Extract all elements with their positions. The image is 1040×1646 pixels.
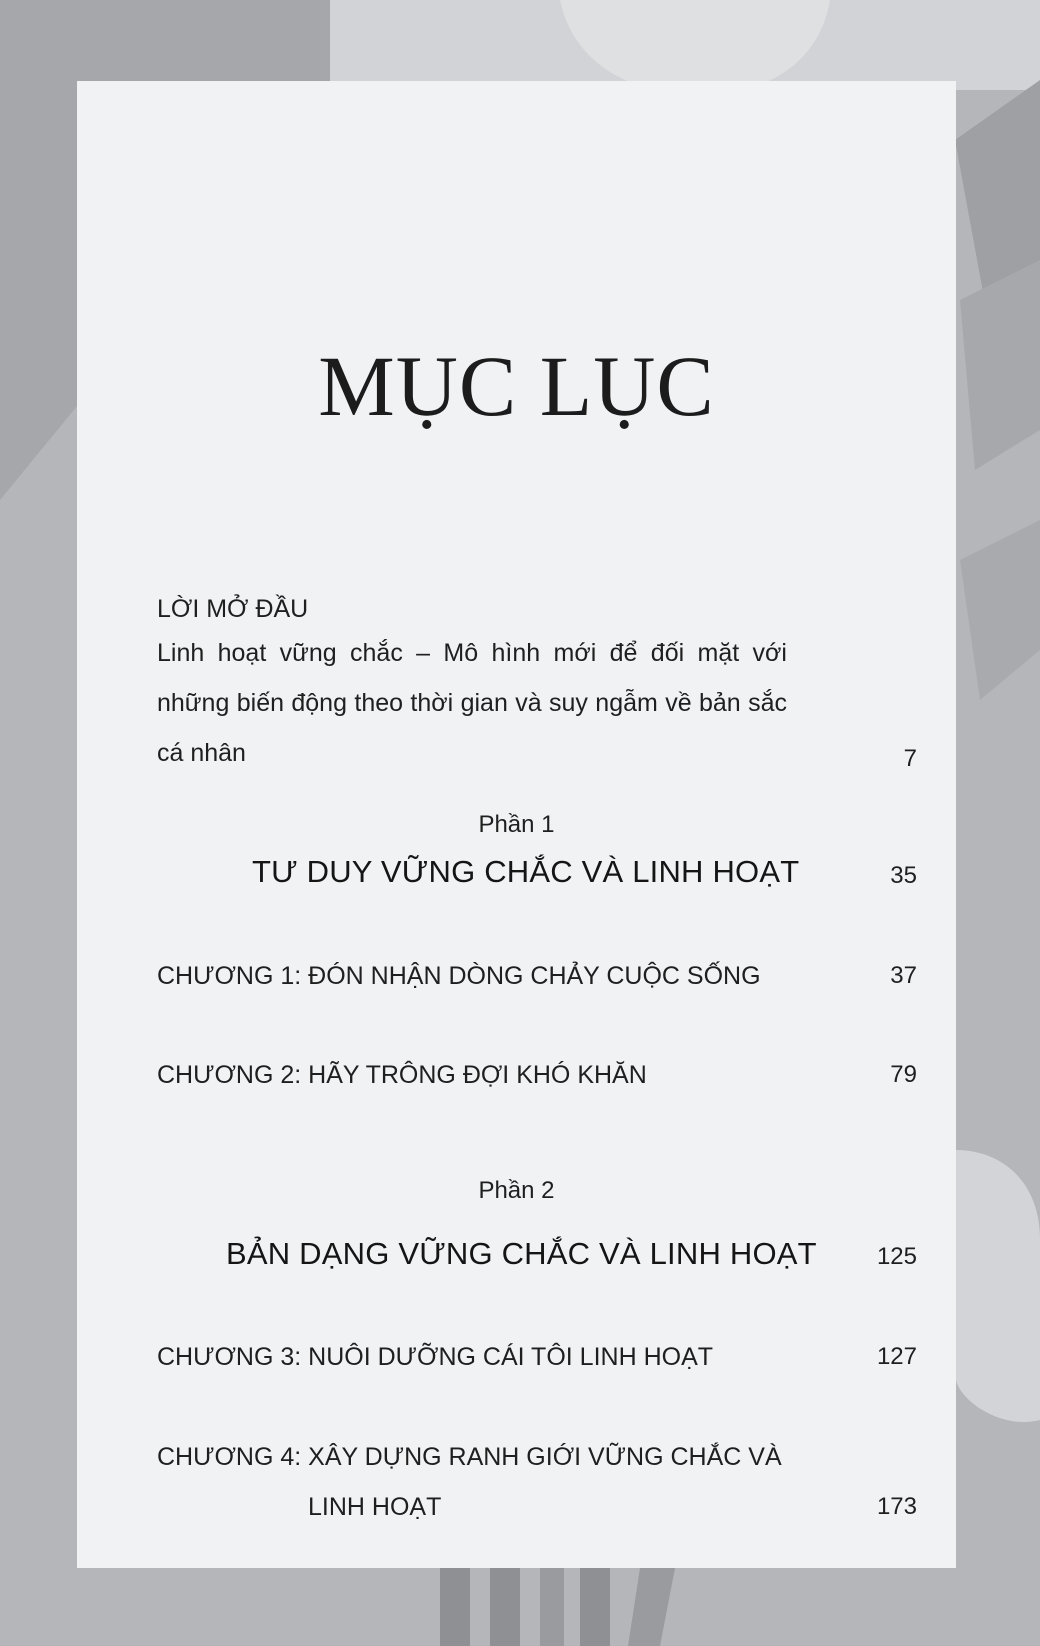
chapter-3-entry bbox=[157, 1342, 713, 1372]
chapter-4-title-continued: LINH HOẠT bbox=[308, 1493, 442, 1521]
preface-text: Linh hoạt vững chắc – Mô hình mới để đối mặt với những biến động theo thời gian và suy ngẫm về bản sắc cá nhân bbox=[157, 639, 787, 767]
chapter-1-title: ĐÓN NHẬN DÒNG CHẢY CUỘC SỐNG bbox=[308, 962, 761, 990]
part-2-page: 125 bbox=[876, 1243, 917, 1270]
chapter-4-page: 173 bbox=[876, 1493, 917, 1520]
chapter-2-title: HÃY TRÔNG ĐỢI KHÓ KHĂN bbox=[308, 1061, 647, 1089]
chapter-3-title: NUÔI DƯỠNG CÁI TÔI LINH HOẠT bbox=[308, 1343, 714, 1371]
part-1-page: 35 bbox=[890, 862, 917, 889]
preface-page: 7 bbox=[903, 745, 917, 772]
part-2-title: BẢN DẠNG VỮNG CHẮC VÀ LINH HOẠT bbox=[226, 1236, 817, 1271]
chapter-2-page: 79 bbox=[890, 1061, 917, 1088]
chapter-1-number: CHƯƠNG 1: bbox=[157, 962, 302, 990]
chapter-1-page: 37 bbox=[890, 962, 917, 989]
chapter-2-entry bbox=[157, 1060, 647, 1090]
chapter-4-entry bbox=[157, 1442, 782, 1472]
part-1-label: Phần 1 bbox=[478, 811, 555, 838]
chapter-3-page: 127 bbox=[876, 1343, 917, 1370]
chapter-4-number: CHƯƠNG 4: bbox=[157, 1443, 302, 1471]
chapter-4-title: XÂY DỰNG RANH GIỚI VỮNG CHẮC VÀ bbox=[308, 1443, 782, 1471]
part-1-title: TƯ DUY VỮNG CHẮC VÀ LINH HOẠT bbox=[252, 854, 800, 889]
toc-page bbox=[77, 81, 956, 1568]
chapter-2-number: CHƯƠNG 2: bbox=[157, 1061, 302, 1089]
part-2-label: Phần 2 bbox=[478, 1177, 555, 1204]
preface-heading: LỜI MỞ ĐẦU bbox=[157, 595, 309, 623]
page-title: MỤC LỤC bbox=[318, 338, 715, 434]
chapter-3-number: CHƯƠNG 3: bbox=[157, 1343, 302, 1371]
chapter-1-entry bbox=[157, 961, 761, 991]
